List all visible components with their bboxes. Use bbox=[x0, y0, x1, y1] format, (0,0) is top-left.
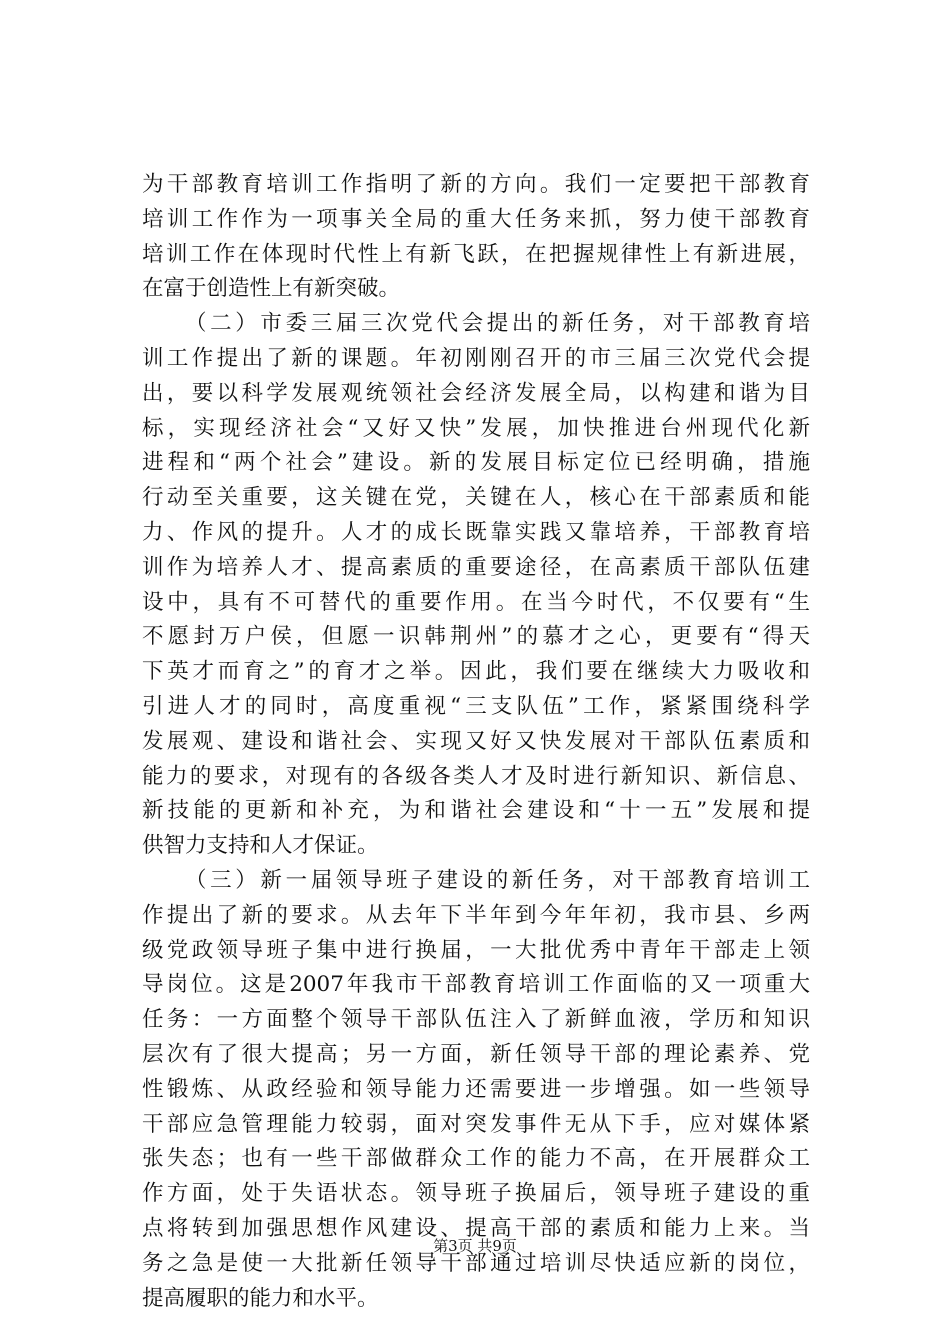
text-line: 级党政领导班子集中进行换届，一大批优秀中青年干部走上领 bbox=[142, 937, 810, 963]
text-line: （二）市委三届三次党代会提出的新任务，对干部教育培 bbox=[185, 311, 810, 337]
text-line: 标，实现经济社会“又好又快”发展，加快推进台州现代化新 bbox=[142, 415, 810, 441]
text-line: 出，要以科学发展观统领社会经济发展全局，以构建和谐为目 bbox=[142, 380, 810, 406]
text-line: 点将转到加强思想作风建设、提高干部的素质和能力上来。当 bbox=[142, 1215, 810, 1241]
text-line: 干部应急管理能力较弱，面对突发事件无从下手，应对媒体紧 bbox=[142, 1111, 810, 1137]
text-line: 在富于创造性上有新突破。 bbox=[142, 276, 401, 302]
text-line: 作提出了新的要求。从去年下半年到今年年初，我市县、乡两 bbox=[142, 902, 810, 928]
text-line: 进程和“两个社会”建设。新的发展目标定位已经明确，措施 bbox=[142, 450, 810, 476]
text-line: 任务：一方面整个领导干部队伍注入了新鲜血液，学历和知识 bbox=[142, 1007, 810, 1033]
text-line: 为干部教育培训工作指明了新的方向。我们一定要把干部教育 bbox=[142, 172, 810, 197]
text-line: 培训工作作为一项事关全局的重大任务来抓，努力使干部教育 bbox=[142, 206, 810, 232]
text-line: 层次有了很大提高；另一方面，新任领导干部的理论素养、党 bbox=[142, 1041, 810, 1067]
text-line: 下英才而育之”的育才之举。因此，我们要在继续大力吸收和 bbox=[142, 659, 810, 685]
page-footer: 第3页 共9页 bbox=[433, 1237, 517, 1255]
text-line: 引进人才的同时，高度重视“三支队伍”工作，紧紧围绕科学 bbox=[142, 693, 810, 719]
text-line: 训工作提出了新的课题。年初刚刚召开的市三届三次党代会提 bbox=[142, 345, 810, 371]
text-line: 行动至关重要，这关键在党，关键在人，核心在干部素质和能 bbox=[142, 485, 810, 511]
text-line: 不愿封万户侯，但愿一识韩荆州”的慕才之心，更要有“得天 bbox=[142, 624, 810, 650]
text-line: 作方面，处于失语状态。领导班子换届后，领导班子建设的重 bbox=[142, 1181, 810, 1207]
text-line: 张失态；也有一些干部做群众工作的能力不高，在开展群众工 bbox=[142, 1146, 810, 1172]
text-line: 导岗位。这是2007年我市干部教育培训工作面临的又一项重大 bbox=[142, 972, 810, 998]
text-line: 提高履职的能力和水平。 bbox=[142, 1285, 379, 1311]
text-line: （三）新一届领导班子建设的新任务，对干部教育培训工 bbox=[185, 867, 810, 893]
text-line: 能力的要求，对现有的各级各类人才及时进行新知识、新信息、 bbox=[142, 763, 810, 789]
text-line: 新技能的更新和补充，为和谐社会建设和“十一五”发展和提 bbox=[142, 798, 810, 824]
text-line: 训作为培养人才、提高素质的重要途径，在高素质干部队伍建 bbox=[142, 554, 810, 580]
text-line: 供智力支持和人才保证。 bbox=[142, 833, 379, 859]
text-line: 设中，具有不可替代的重要作用。在当今时代，不仅要有“生 bbox=[142, 589, 810, 615]
text-line: 力、作风的提升。人才的成长既靠实践又靠培养，干部教育培 bbox=[142, 519, 810, 545]
text-line: 性锻炼、从政经验和领导能力还需要进一步增强。如一些领导 bbox=[142, 1076, 810, 1102]
text-line: 务之急是使一大批新任领导干部通过培训尽快适应新的岗位， bbox=[142, 1250, 810, 1276]
document-body bbox=[142, 168, 810, 1316]
text-line: 培训工作在体现时代性上有新飞跃，在把握规律性上有新进展， bbox=[142, 241, 810, 267]
text-line: 发展观、建设和谐社会、实现又好又快发展对干部队伍素质和 bbox=[142, 728, 810, 754]
